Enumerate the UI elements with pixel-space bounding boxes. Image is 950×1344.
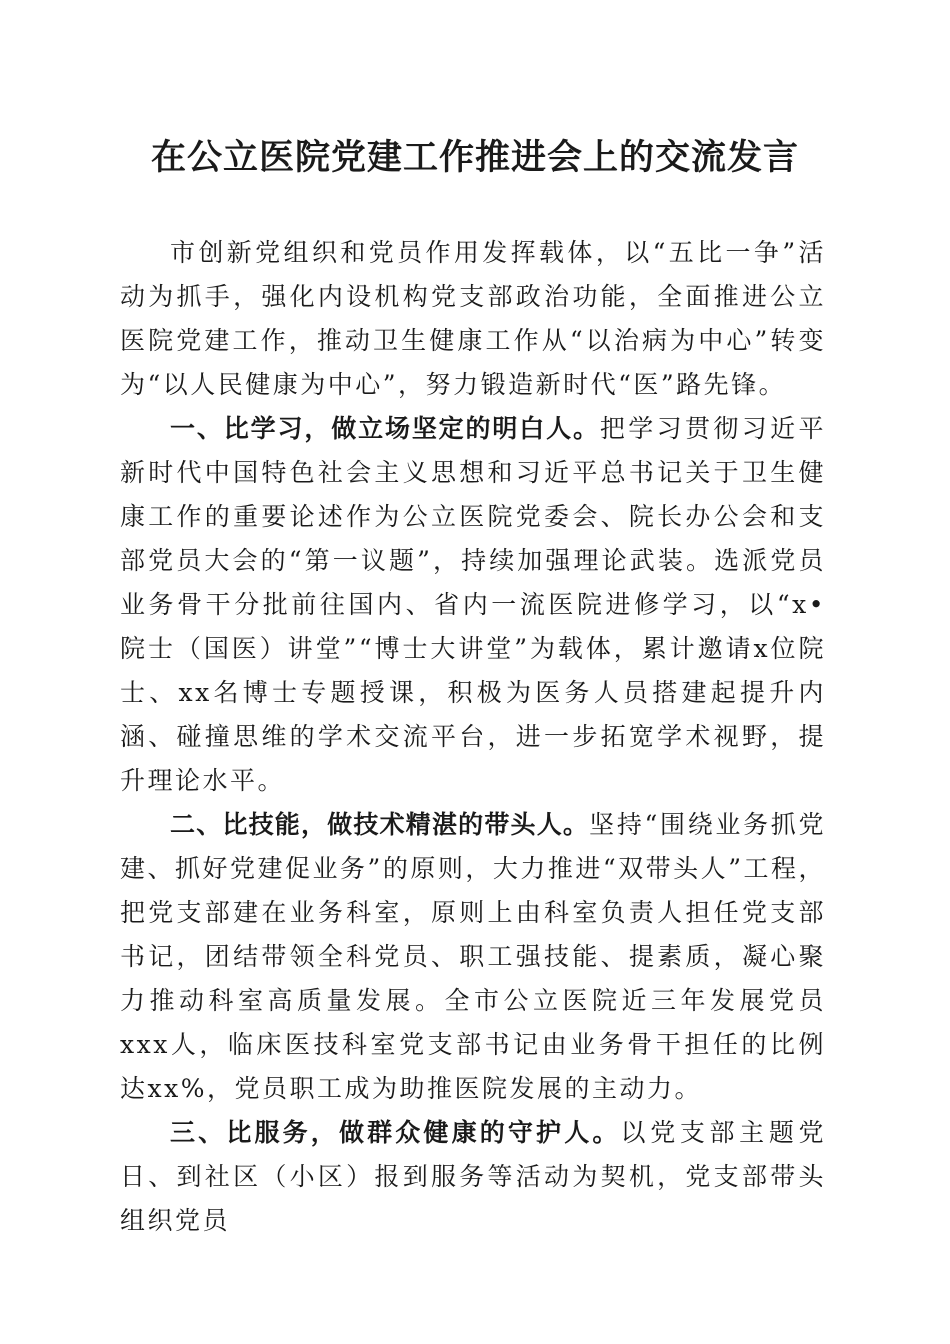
paragraph-section-2 xyxy=(120,803,826,1111)
paragraph-text: 市创新党组织和党员作用发挥载体，以“五比一争”活动为抓手，强化内设机构党支部政治功能，全面推进公立医院党建工作，推动卫生健康工作从“以治病为中心”转变为“以人民健康为中心”，努力锻造新时代“医”路先锋。 xyxy=(120,238,826,399)
document-body xyxy=(120,231,826,1243)
paragraph-intro xyxy=(120,231,826,407)
paragraph-section-3 xyxy=(120,1111,826,1243)
paragraph-text: 以党支部主题党日、到社区（小区）报到服务等活动为契机，党支部带头组织党员 xyxy=(120,1118,826,1235)
document-title: 在公立医院党建工作推进会上的交流发言 xyxy=(150,137,799,178)
paragraph-text: 坚持“围绕业务抓党建、抓好党建促业务”的原则，大力推进“双带头人”工程，把党支部建在业务科室，原则上由科室负责人担任党支部书记，团结带领全科党员、职工强技能、提素质，凝心聚力推动科室高质量发展。全市公立医院近三年发展党员xxx人，临床医技科室党支部书记由业务骨干担任的比例达xx%，党员职工成为助推医院发展的主动力。 xyxy=(120,810,826,1103)
paragraph-text: 把学习贯彻习近平新时代中国特色社会主义思想和习近平总书记关于卫生健康工作的重要论述作为公立医院党委会、院长办公会和支部党员大会的“第一议题”，持续加强理论武装。选派党员业务骨干分批前往国内、省内一流医院进修学习，以“x•院士（国医）讲堂”“博士大讲堂”为载体，累计邀请x位院士、xx名博士专题授课，积极为医务人员搭建起提升内涵、碰撞思维的学术交流平台，进一步拓宽学术视野，提升理论水平。 xyxy=(120,414,826,795)
section-heading: 三、比服务，做群众健康的守护人。 xyxy=(170,1118,621,1147)
paragraph-section-1 xyxy=(120,407,826,803)
section-heading: 二、比技能，做技术精湛的带头人。 xyxy=(170,810,590,839)
section-heading: 一、比学习，做立场坚定的明白人。 xyxy=(170,414,600,443)
